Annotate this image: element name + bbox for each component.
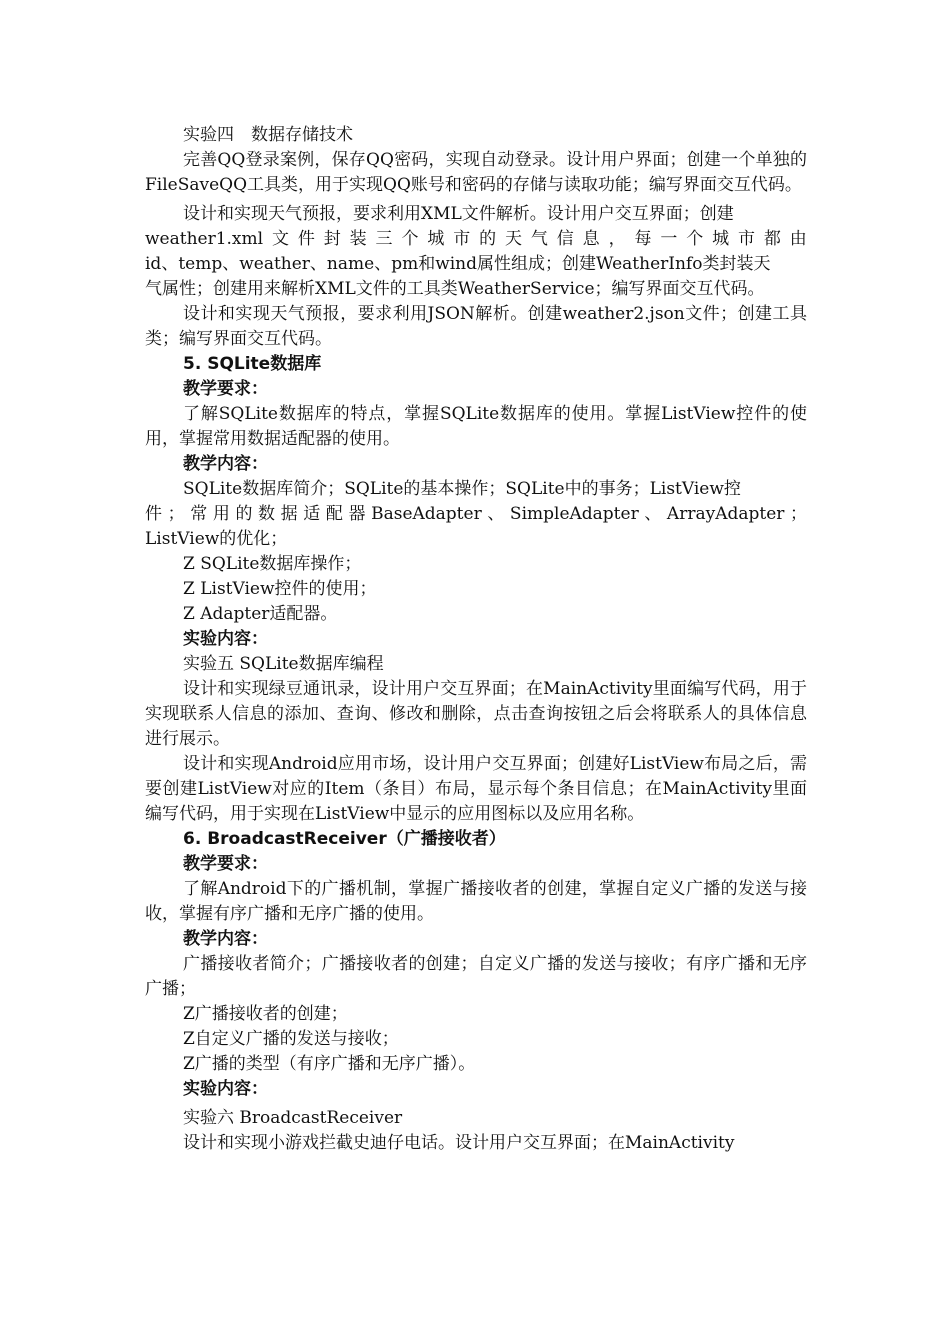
spread-word: 据: [280, 504, 298, 524]
exp4-paragraph-3: 设计和实现天气预报，要求利用JSON解析。创建weather2.json文件；创建工具类；编写界面交互代码。: [145, 304, 807, 349]
spread-word: 器: [348, 504, 366, 524]
spread-word: 适: [303, 504, 321, 524]
sec6-list-item: Z广播接收者的创建；: [183, 1004, 348, 1024]
spread-word: 气: [530, 229, 548, 249]
spread-word: 个: [686, 229, 704, 249]
section-5-requirements: 了解SQLite数据库的特点，掌握SQLite数据库的使用。掌握ListView控件的使用，掌握常用数据适配器的使用。: [145, 404, 807, 449]
sec6-list-item: Z自定义广播的发送与接收；: [183, 1029, 399, 1049]
exp5-title: 实验五 SQLite数据库编程: [183, 654, 384, 674]
section-6-content: 广播接收者简介；广播接收者的创建；自定义广播的发送与接收；有序广播和无序广播；: [145, 954, 807, 999]
section-6-content-heading: 教学内容：: [183, 929, 268, 949]
section-5-requirements-heading: 教学要求：: [183, 379, 268, 399]
section-5-content-heading: 教学内容：: [183, 454, 268, 474]
section-6-requirements-heading: 教学要求：: [183, 854, 268, 874]
exp4-paragraph-2: [145, 202, 807, 302]
spread-word: 用: [212, 504, 230, 524]
section-5-experiment-heading: 实验内容：: [183, 629, 268, 649]
spread-word: 城: [712, 229, 730, 249]
exp5-paragraph-2: 设计和实现Android应用市场，设计用户交互界面；创建好ListView布局之后，需要创建ListView对应的Item（条目）布局，显示每个条目信息；在MainActivity里面编写代码，用于实现在ListView中显示的应用图标以及应用名称。: [145, 754, 807, 824]
spread-word: 息: [582, 229, 600, 249]
exp4-p2-line-2: [145, 227, 807, 252]
spread-word: 配: [325, 504, 343, 524]
spread-word: 个: [401, 229, 419, 249]
spread-word: ，: [608, 229, 626, 249]
exp4-p2-line-3: id、temp、weather、name、pm和wind属性组成；创建WeatherInfo类封装天: [145, 254, 771, 274]
exp5-paragraph-1: 设计和实现绿豆通讯录，设计用户交互界面；在MainActivity里面编写代码，用于实现联系人信息的添加、查询、修改和删除，点击查询按钮之后会将联系人的具体信息进行展示。: [145, 679, 807, 749]
spread-word: 市: [738, 229, 756, 249]
section-6-title: 6. BroadcastReceiver（广播接收者）: [183, 829, 506, 849]
spread-word: SimpleAdapter: [509, 504, 639, 524]
spread-word: 三: [375, 229, 393, 249]
section-6-requirements: 了解Android下的广播机制，掌握广播接收者的创建，掌握自定义广播的发送与接收，掌握有序广播和无序广播的使用。: [145, 879, 807, 924]
spread-word: 每: [634, 229, 652, 249]
spread-word: 天: [505, 229, 522, 249]
exp4-title: 实验四 数据存储技术: [183, 125, 353, 145]
sec5-content-line-2: [145, 502, 807, 527]
sec5-list-item: Z SQLite数据库操作；: [183, 554, 362, 574]
spread-word: 市: [453, 229, 471, 249]
exp6-paragraph-1: 设计和实现小游戏拦截史迪仔电话。设计用户交互界面；在MainActivity: [183, 1133, 735, 1153]
sec5-list-item: Z ListView控件的使用；: [183, 579, 377, 599]
spread-word: 件: [145, 504, 162, 524]
spread-word: ；: [790, 504, 807, 524]
exp4-p2-line-1: 设计和实现天气预报，要求利用XML文件解析。设计用户交互界面；创建: [183, 204, 734, 224]
spread-word: 装: [349, 229, 367, 249]
sec5-content-line-1: SQLite数据库简介；SQLite的基本操作；SQLite中的事务；ListView控: [183, 479, 741, 499]
spread-word: 常: [190, 504, 208, 524]
spread-word: 文: [271, 229, 289, 249]
spread-word: 、: [644, 504, 662, 524]
spread-word: 数: [258, 504, 276, 524]
spread-word: 城: [427, 229, 445, 249]
document-body: [145, 123, 807, 1156]
section-5-title: 5. SQLite数据库: [183, 354, 322, 374]
sec5-content-line-3: ListView的优化；: [145, 529, 288, 549]
spread-word: 都: [763, 229, 781, 249]
section-5-content: [145, 477, 807, 552]
sec6-list-item: Z广播的类型（有序广播和无序广播）。: [183, 1054, 476, 1074]
spread-word: ArrayAdapter: [666, 504, 785, 524]
spread-word: ；: [167, 504, 185, 524]
sec5-list-item: Z Adapter适配器。: [183, 604, 338, 624]
spread-word: BaseAdapter: [371, 504, 482, 524]
section-6-experiment-heading: 实验内容：: [183, 1079, 268, 1099]
spread-word: 信: [556, 229, 574, 249]
spread-word: 封: [323, 229, 341, 249]
exp6-title: 实验六 BroadcastReceiver: [183, 1108, 403, 1128]
spread-word: 、: [487, 504, 505, 524]
spread-word: 由: [789, 229, 807, 249]
exp4-paragraph-1: 完善QQ登录案例，保存QQ密码，实现自动登录。设计用户界面；创建一个单独的FileSaveQQ工具类，用于实现QQ账号和密码的存储与读取功能；编写界面交互代码。: [145, 150, 807, 195]
spread-word: 件: [297, 229, 315, 249]
exp4-p2-line-4: 气属性；创建用来解析XML文件的工具类WeatherService；编写界面交互代码。: [145, 279, 765, 299]
spread-word: 一: [660, 229, 678, 249]
spread-word: weather1.xml: [145, 229, 264, 249]
spread-word: 的: [235, 504, 253, 524]
spread-word: 的: [479, 229, 497, 249]
